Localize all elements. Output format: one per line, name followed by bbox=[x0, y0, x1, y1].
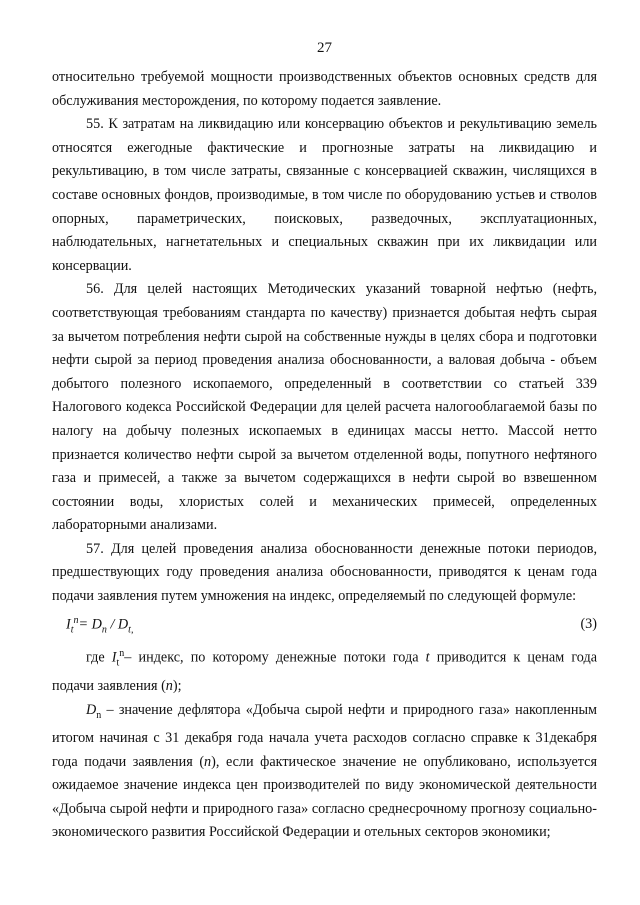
formula-symbol-i: I bbox=[66, 616, 71, 633]
formula-rhs-sub: n bbox=[101, 624, 107, 636]
formula-3 bbox=[66, 609, 133, 642]
formula-number: (3) bbox=[580, 616, 597, 633]
dn-symbol-sub: n bbox=[96, 709, 102, 721]
formula-sub-t: t bbox=[70, 624, 74, 636]
formula-divisor: / D bbox=[106, 616, 129, 633]
where-prefix: где bbox=[86, 649, 112, 666]
dn-text-b: ), если фактическое значение не опубликовано, используется ожидаемое значение индекса цен производителей по виду экономической деятельности «Добыча сырой нефти и природного газа» согласно среднесрочному прогнозу социально-экономического развития Российской Федерации и отельных секторов экономики; bbox=[52, 753, 597, 841]
where-text-b: приводится к ценам года подачи заявления ( bbox=[52, 649, 597, 694]
paragraph-56: 56. Для целей настоящих Методических указаний товарной нефтью (нефть, соответствующая требованиям стандарта по качеству) признается добытая нефть сырая за вычетом потребления нефти сырой на собственные нужды в целях сбора и подготовки нефти сырой за период проведения анализа обоснованности, а валовая добыча - объем добытого полезного ископаемого, определенный в соответствии со статьей 339 Налогового кодекса Российской Федерации для целей расчета налогооблагаемой базы по налогу на добычу полезных ископаемых в единицах массы нетто. Массой нетто признается количество нефти сырой за вычетом отделенной воды, попутного нефтяного газа и примесей, а также за вычетом содержащихся в нефти сырой во взвешенном состоянии воды, хлористых солей и механических примесей, определенных лабораторными анализами. bbox=[52, 281, 597, 534]
where-symbol-sup: n bbox=[119, 647, 125, 659]
paragraph-continuation: относительно требуемой мощности производственных объектов основных средств для обслуживания месторождения, по которому подается заявление. bbox=[52, 69, 597, 109]
where-text-a: – индекс, по которому денежные потоки года bbox=[124, 649, 426, 666]
where-n: n bbox=[165, 677, 173, 694]
body-text bbox=[52, 66, 597, 845]
where-symbol-sub: t bbox=[116, 657, 120, 669]
dn-text-a: – значение дефлятора «Добыча сырой нефти и природного газа» накопленным итогом начиная с 31 декабря года начала учета расходов согласно справке к 31декабря года подачи заявления ( bbox=[52, 701, 597, 770]
formula-rhs: = D bbox=[78, 616, 102, 633]
where-t: t bbox=[425, 649, 430, 666]
paragraph-55: 55. К затратам на ликвидацию или консервацию объектов и рекультивацию земель относятся ежегодные фактические и прогнозные затраты на ликвидацию и рекультивацию, в том числе затраты, связанные с консервацией скважин, числящихся в составе основных фондов, производимые, в том числе по оборудованию устьев и стволов опорных, параметрических, поисковых, разведочных, эксплуатационных, наблюдательных, нагнетательных и специальных скважин при их ликвидации или консервации. bbox=[52, 116, 597, 274]
dn-n: n bbox=[204, 753, 212, 770]
formula-divisor-sub: t, bbox=[128, 624, 134, 636]
formula-sup-n: n bbox=[73, 614, 79, 626]
definition-deflator bbox=[52, 699, 597, 845]
where-text-c: ); bbox=[172, 677, 182, 694]
page-number: 27 bbox=[317, 40, 332, 56]
definition-index bbox=[52, 642, 597, 699]
paragraph-57: 57. Для целей проведения анализа обоснованности денежные потоки периодов, предшествующих году проведения анализа обоснованности, приводятся к ценам года подачи заявления путем умножения на индекс, определяемый по следующей формуле: bbox=[52, 540, 597, 605]
where-symbol: I bbox=[111, 649, 117, 666]
formula-row bbox=[52, 609, 597, 642]
dn-symbol: D bbox=[86, 701, 97, 718]
